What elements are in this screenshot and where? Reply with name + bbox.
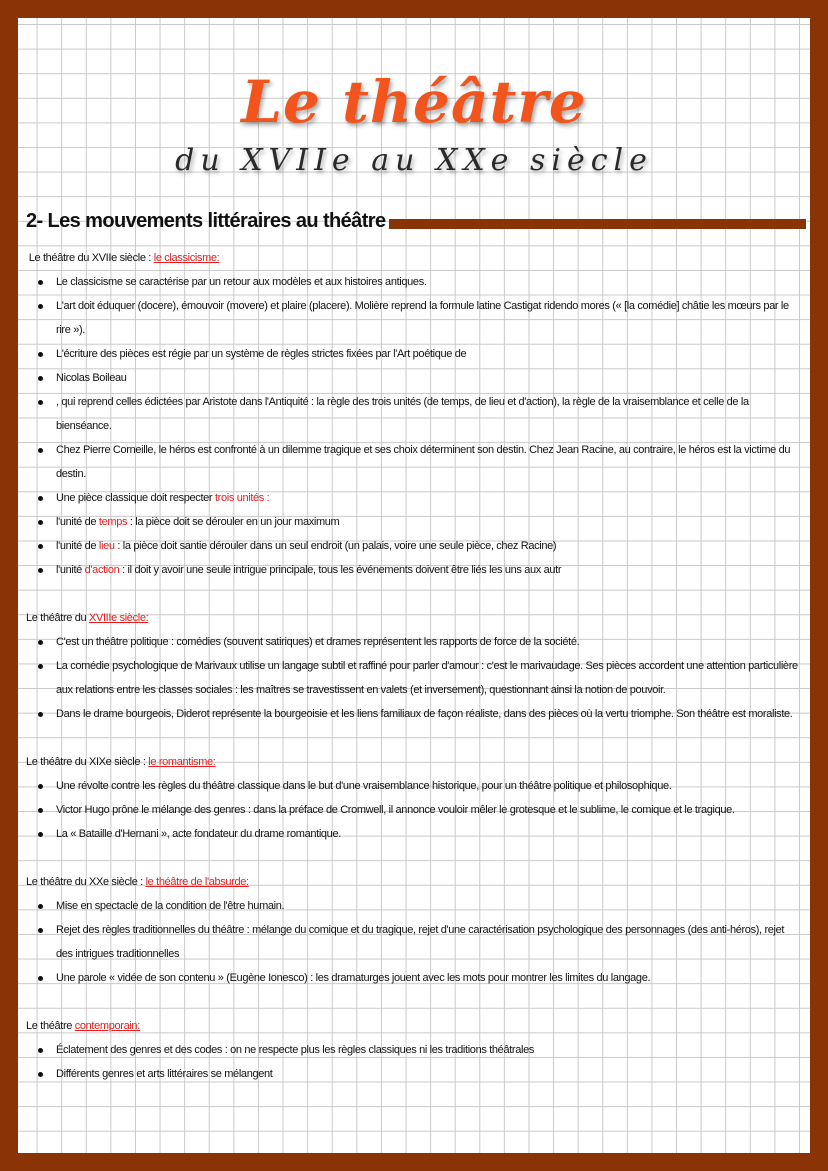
- list-contemporain: [26, 1038, 802, 1086]
- list-item: Différents genres et arts littéraires se mélangent: [56, 1062, 802, 1086]
- content: [26, 246, 802, 1086]
- period-heading-xviiie: Le théâtre du XVIIIe siècle:: [26, 612, 149, 624]
- list-item: Victor Hugo prône le mélange des genres : dans la préface de Cromwell, il annonce vouloir mêler le grotesque et le sublime, le comique et le tragique.: [56, 798, 802, 822]
- list-item-unite-temps: l'unité de temps : la pièce doit se dérouler en un jour maximum: [56, 510, 802, 534]
- list-item: Nicolas Boileau: [56, 366, 802, 390]
- list-romantisme: [26, 774, 802, 846]
- period-heading-romantisme: Le théâtre du XIXe siècle : le romantisme:: [26, 756, 216, 768]
- list-item: La « Bataille d'Hernani », acte fondateur du drame romantique.: [56, 822, 802, 846]
- period-heading-classicisme: Le théâtre du XVIIe siècle : le classicisme:: [28, 252, 220, 264]
- list-item: L'écriture des pièces est régie par un système de règles strictes fixées par l'Art poétique de: [56, 342, 802, 366]
- list-item: Dans le drame bourgeois, Diderot représente la bourgeoisie et les liens familiaux de façon réaliste, dans des pièces où la vertu triomphe. Son théâtre est moraliste.: [56, 702, 802, 726]
- page: [18, 18, 810, 1153]
- list-item: Une parole « vidée de son contenu » (Eugène Ionesco) : les dramaturges jouent avec les mots pour montrer les limites du langage.: [56, 966, 802, 990]
- list-item: L'art doit éduquer (docere), émouvoir (movere) et plaire (placere). Molière reprend la formule latine Castigat ridendo mores (« [la comédie] châtie les mœurs par le rire »).: [56, 294, 802, 342]
- list-item: Le classicisme se caractérise par un retour aux modèles et aux histoires antiques.: [56, 270, 802, 294]
- list-item: Éclatement des genres et des codes : on ne respecte plus les règles classiques ni les traditions théâtrales: [56, 1038, 802, 1062]
- list-item-unite-action: l'unité d'action : il doit y avoir une seule intrigue principale, tous les événements doivent être liés les uns aux autr: [56, 558, 802, 582]
- list-item: Mise en spectacle de la condition de l'être humain.: [56, 894, 802, 918]
- period-heading-contemporain: Le théâtre contemporain:: [26, 1020, 140, 1032]
- list-item: La comédie psychologique de Marivaux utilise un langage subtil et raffiné pour parler d'amour : c'est le marivaudage. Ses pièces accordent une attention particulière aux relations entre les classes sociales : les maîtres se travestissent en valets (et inversement), questionnant ainsi la notion de pouvoir.: [56, 654, 802, 702]
- list-item: Une révolte contre les règles du théâtre classique dans le but d'une vraisemblance historique, pour un théâtre politique et philosophique.: [56, 774, 802, 798]
- list-absurde: [26, 894, 802, 990]
- list-item: Chez Pierre Corneille, le héros est confronté à un dilemme tragique et ses choix déterminent son destin. Chez Jean Racine, au contraire, le héros est la victime du destin.: [56, 438, 802, 486]
- list-classicisme: [26, 270, 802, 582]
- heading-bar: [389, 219, 806, 229]
- list-item-unites: Une pièce classique doit respecter trois unités :: [56, 486, 802, 510]
- period-heading-absurde: Le théâtre du XXe siècle : le théâtre de l'absurde:: [26, 876, 249, 888]
- section-heading: [26, 204, 806, 238]
- list-item: , qui reprend celles édictées par Aristote dans l'Antiquité : la règle des trois unités (de temps, de lieu et d'action), la règle de la vraisemblance et celle de la bienséance.: [56, 390, 802, 438]
- page-subtitle: du XVIIe au XXe siècle: [175, 143, 653, 178]
- list-xviiie: [26, 630, 802, 726]
- section-heading-text: 2- Les mouvements littéraires au théâtre: [26, 209, 386, 232]
- list-item-unite-lieu: l'unité de lieu : la pièce doit santie dérouler dans un seul endroit (un palais, voire une seule pièce, chez Racine): [56, 534, 802, 558]
- list-item: C'est un théâtre politique : comédies (souvent satiriques) et drames représentent les rapports de force de la société.: [56, 630, 802, 654]
- list-item: Rejet des règles traditionnelles du théâtre : mélange du comique et du tragique, rejet d'une caractérisation psychologique des personnages (des anti-héros), rejet des intrigues traditionnelles: [56, 918, 802, 966]
- page-title: Le théâtre: [241, 68, 587, 136]
